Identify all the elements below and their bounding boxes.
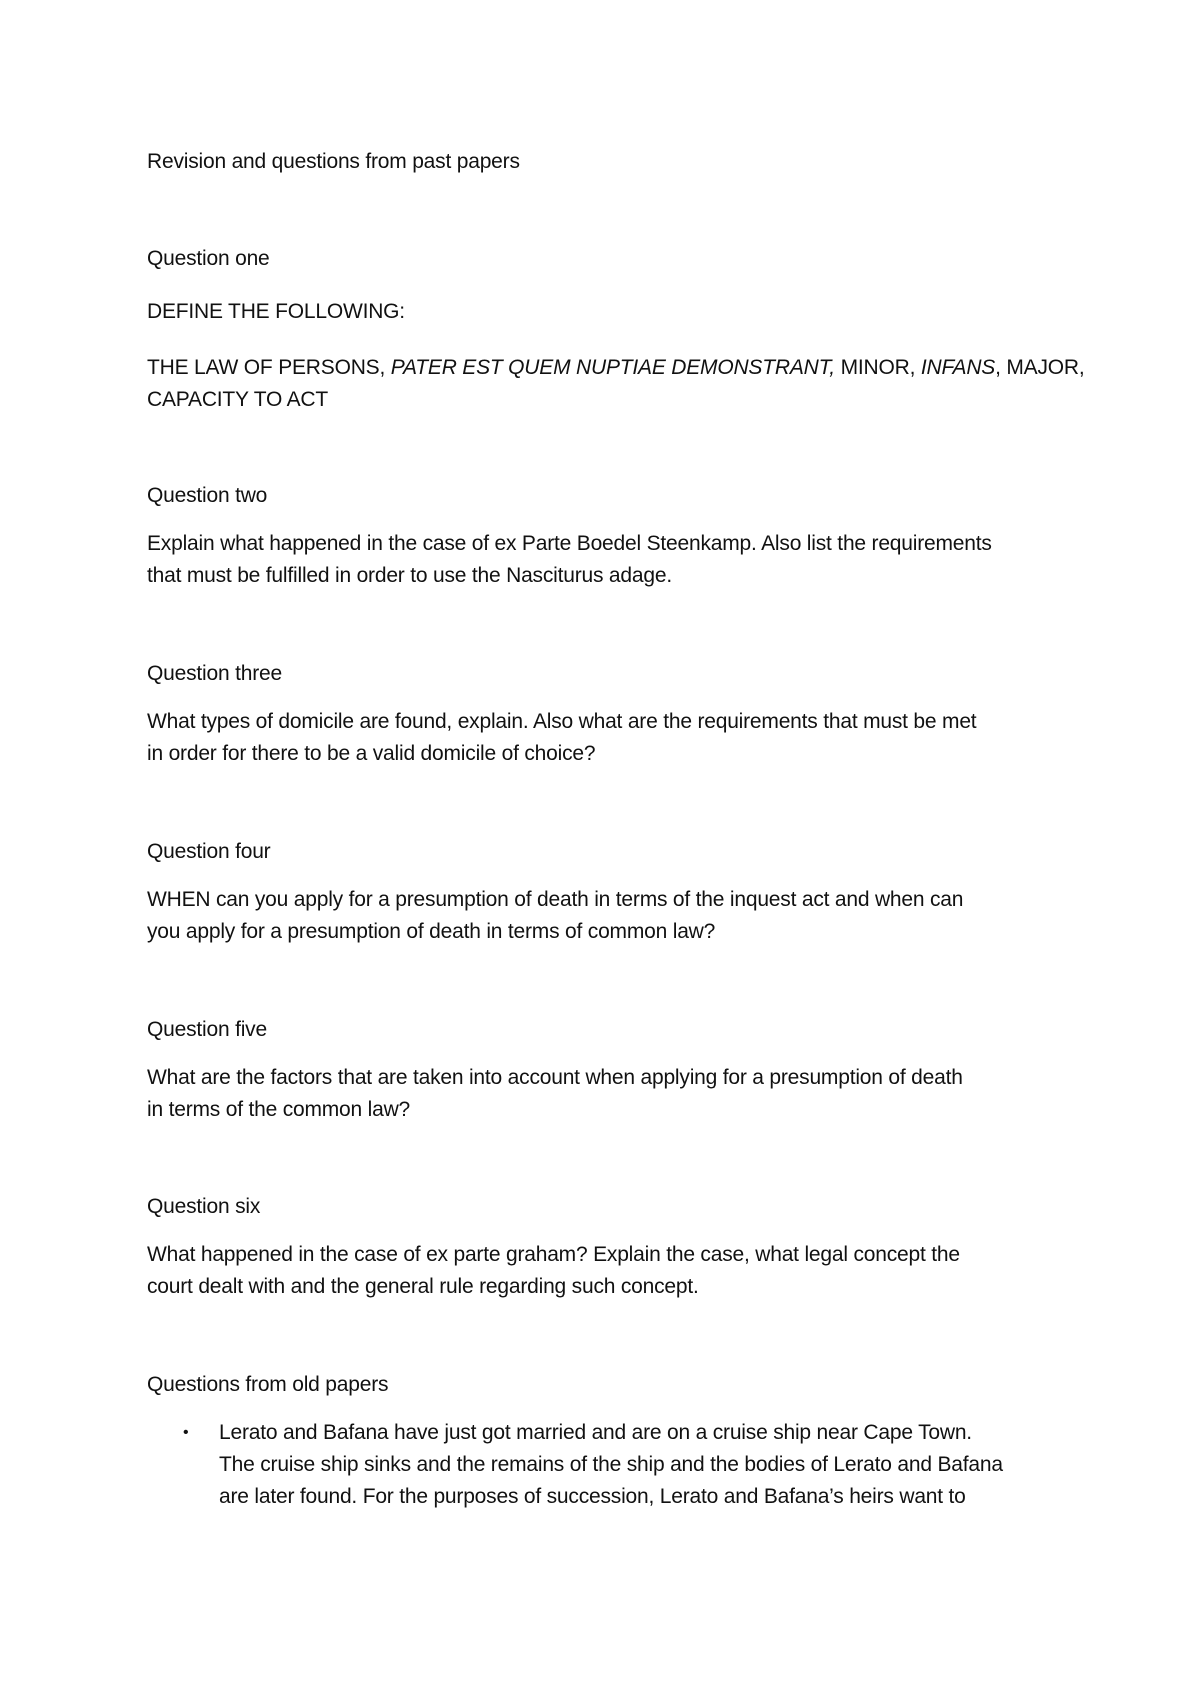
question-five-heading: Question five [147,1018,267,1041]
term-law-of-persons: THE LAW OF PERSONS, [147,356,391,379]
document-title: Revision and questions from past papers [147,150,520,173]
question-five-line: What are the factors that are taken into account when applying for a presumption of death [147,1066,963,1089]
question-four-heading: Question four [147,840,271,863]
term-minor: MINOR, [834,356,921,379]
question-five-line: in terms of the common law? [147,1098,411,1121]
term-pater-est: PATER EST QUEM NUPTIAE DEMONSTRANT, [390,356,835,379]
question-five-body [147,1062,1067,1126]
question-one-terms-line-1 [147,352,1085,384]
question-two-body [147,528,1067,592]
question-four-line: you apply for a presumption of death in terms of common law? [147,920,716,943]
question-one-terms-line-2: CAPACITY TO ACT [147,388,328,411]
term-major: , MAJOR, [995,356,1085,379]
question-six-line: What happened in the case of ex parte graham? Explain the case, what legal concept the [147,1243,960,1266]
question-two-heading: Question two [147,484,268,507]
question-three-heading: Question three [147,662,282,685]
question-four-body [147,884,1067,948]
old-papers-heading: Questions from old papers [147,1373,389,1396]
bullet-line: are later found. For the purposes of succession, Lerato and Bafana’s heirs want to [219,1485,966,1508]
bullet-icon: • [183,1424,189,1441]
question-six-heading: Question six [147,1195,261,1218]
bullet-line: Lerato and Bafana have just got married and are on a cruise ship near Cape Town. [219,1421,972,1444]
question-one-terms [147,352,1085,416]
question-six-body [147,1239,1067,1303]
question-two-line: Explain what happened in the case of ex Parte Boedel Steenkamp. Also list the requirements [147,532,992,555]
question-six-line: court dealt with and the general rule regarding such concept. [147,1275,699,1298]
term-infans: INFANS [920,356,996,379]
question-two-line: that must be fulfilled in order to use the Nasciturus adage. [147,564,672,587]
question-three-line: in order for there to be a valid domicile of choice? [147,742,596,765]
question-one-heading: Question one [147,247,270,270]
question-three-line: What types of domicile are found, explain. Also what are the requirements that must be met [147,710,977,733]
question-three-body [147,706,1067,770]
question-four-line: WHEN can you apply for a presumption of death in terms of the inquest act and when can [147,888,964,911]
question-one-prompt: DEFINE THE FOLLOWING: [147,300,405,323]
bullet-line: The cruise ship sinks and the remains of the ship and the bodies of Lerato and Bafana [219,1453,1003,1476]
old-papers-bullet-1 [219,1417,1099,1513]
